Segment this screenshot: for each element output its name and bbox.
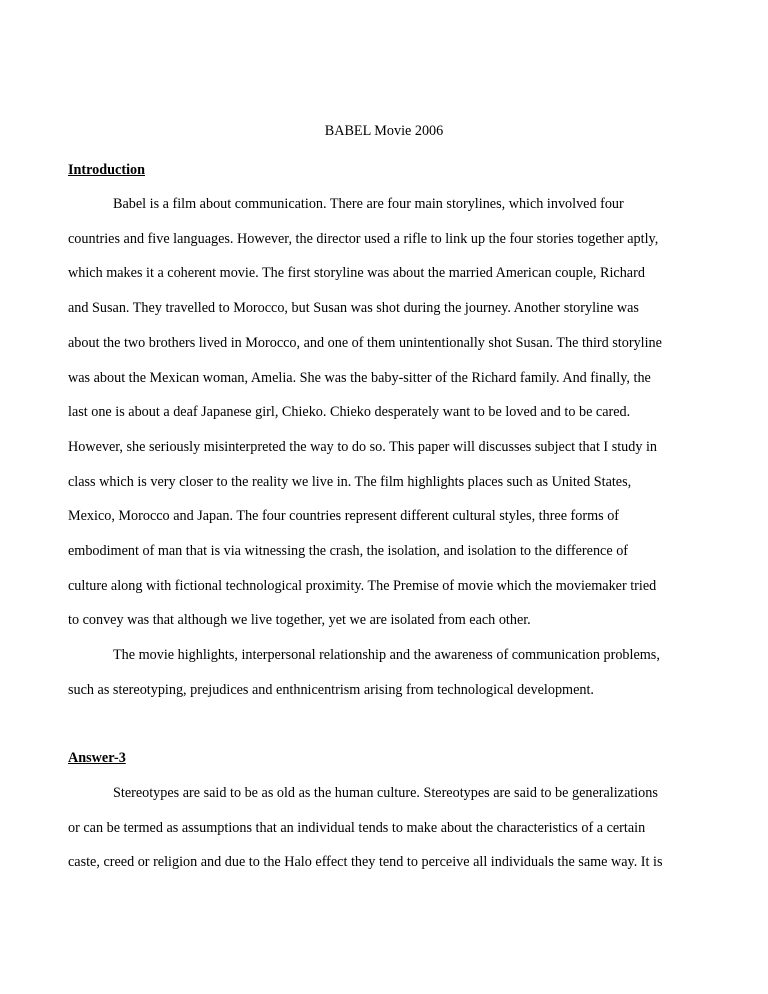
paragraph-line: countries and five languages. However, the director used a rifle to link up the four stories together aptly, bbox=[68, 231, 659, 247]
paragraph-line: was about the Mexican woman, Amelia. She was the baby-sitter of the Richard family. And finally, the bbox=[68, 370, 651, 386]
paragraph-line: Mexico, Morocco and Japan. The four countries represent different cultural styles, three forms of bbox=[68, 508, 620, 524]
document-title: BABEL Movie 2006 bbox=[324, 123, 444, 139]
paragraph-line: However, she seriously misinterpreted the way to do so. This paper will discusses subject that I study in bbox=[68, 439, 658, 455]
paragraph-line: class which is very closer to the reality we live in. The film highlights places such as United States, bbox=[68, 474, 632, 490]
paragraph-line: to convey was that although we live together, yet we are isolated from each other. bbox=[68, 612, 531, 628]
paragraph-line: Babel is a film about communication. There are four main storylines, which involved four bbox=[113, 196, 624, 212]
paragraph-line: about the two brothers lived in Morocco, and one of them unintentionally shot Susan. The third storyline bbox=[68, 335, 662, 351]
paragraph-line: caste, creed or religion and due to the Halo effect they tend to perceive all individuals the same way. It is bbox=[68, 854, 663, 870]
paragraph-line: or can be termed as assumptions that an individual tends to make about the characteristics of a certain bbox=[68, 820, 646, 836]
paragraph-line: Stereotypes are said to be as old as the human culture. Stereotypes are said to be generalizations bbox=[113, 785, 658, 801]
paragraph-line: such as stereotyping, prejudices and enthnicentrism arising from technological development. bbox=[68, 682, 594, 698]
paragraph-line: culture along with fictional technological proximity. The Premise of movie which the moviemaker tried bbox=[68, 578, 657, 594]
paragraph-line: embodiment of man that is via witnessing the crash, the isolation, and isolation to the difference of bbox=[68, 543, 629, 559]
paragraph-line: which makes it a coherent movie. The first storyline was about the married American couple, Richard bbox=[68, 265, 645, 281]
paragraph-line: last one is about a deaf Japanese girl, Chieko. Chieko desperately want to be loved and to be cared. bbox=[68, 404, 631, 420]
section-heading-answer-3: Answer-3 bbox=[68, 750, 126, 766]
section-heading-introduction: Introduction bbox=[68, 162, 145, 178]
paragraph-line: and Susan. They travelled to Morocco, but Susan was shot during the journey. Another storyline was bbox=[68, 300, 639, 316]
paragraph-line: The movie highlights, interpersonal relationship and the awareness of communication problems, bbox=[113, 647, 660, 663]
